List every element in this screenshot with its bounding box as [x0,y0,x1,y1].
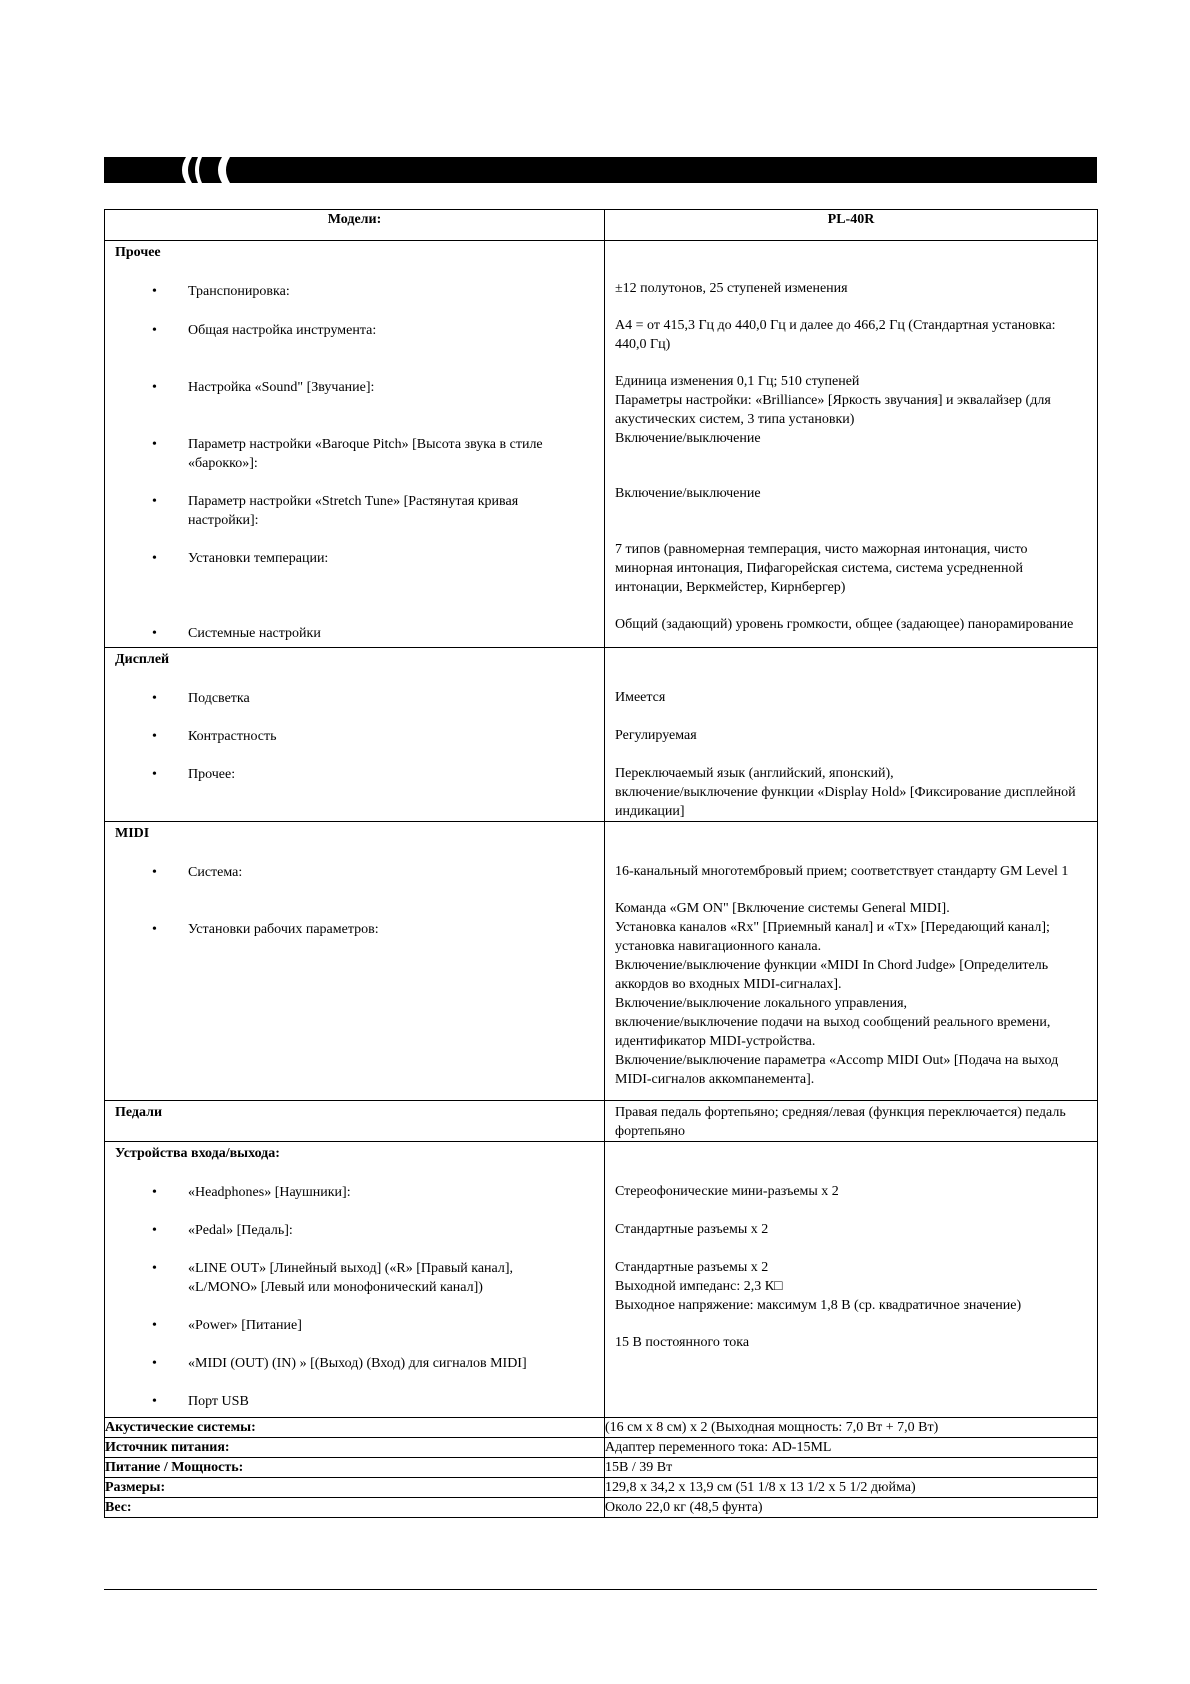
item-label: Общая настройка инструмента: [188,323,377,338]
list-item [105,1183,604,1202]
row-value: 129,8 х 34,2 х 13,9 см (51 1/8 х 13 1/2 х 5 1/2 дюйма) [605,1478,1098,1498]
table-header-row [105,210,1098,241]
section-io [105,1142,1098,1418]
item-label: «LINE OUT» [Линейный выход] («R» [Правый канал], «L/MONO» [Левый или монофонический канал]) [188,1261,514,1295]
row-label: Вес: [105,1498,605,1518]
list-item [105,1259,604,1297]
bullet: • [152,865,157,880]
row-value: Около 22,0 кг (48,5 фунта) [605,1498,1098,1518]
list-item [105,920,604,939]
item-label: Контрастность [188,729,277,744]
item-label: Параметр настройки «Baroque Pitch» [Высота звука в стиле «барокко»]: [188,437,543,471]
bullet: • [152,922,157,937]
list-item [105,378,604,397]
list-item [105,549,604,568]
bullet: • [152,1394,157,1409]
item-label: «MIDI (OUT) (IN) » [(Выход) (Вход) для сигналов MIDI] [188,1356,527,1371]
list-item [105,1316,604,1335]
item-label: Транспонировка: [188,284,290,299]
table-row [105,1458,1098,1478]
bullet: • [152,691,157,706]
item-value: Регулируемая [615,728,697,743]
item-label: Установки рабочих параметров: [188,922,379,937]
row-label: Питание / Мощность: [105,1458,605,1478]
list-item [105,435,604,473]
section-midi [105,822,1098,1101]
list-item [105,321,604,340]
item-value: Стереофонические мини-разъемы х 2 [615,1184,839,1199]
item-value: ±12 полутонов, 25 ступеней изменения [615,281,848,296]
pedals-value: Правая педаль фортепьяно; средняя/левая (функция переключается) педаль фортепьяно [615,1105,1066,1139]
bullet: • [152,1261,157,1276]
row-value: 15В / 39 Вт [605,1458,1098,1478]
item-value: 15 В постоянного тока [615,1335,750,1350]
item-label: Прочее: [188,767,236,782]
list-item [105,492,604,530]
item-value: Единица изменения 0,1 Гц; 510 ступеней Параметры настройки: «Brilliance» [Яркость звучания] и эквалайзер (для акустических систем, 3 типа установки) Включение/выключение [615,374,1051,446]
models-label: Модели: [105,210,605,241]
list-item [105,624,604,643]
bullet: • [152,437,157,452]
row-label: Размеры: [105,1478,605,1498]
item-value: Команда «GM ON" [Включение системы General MIDI]. Установка каналов «Rx" [Приемный канал] и «Tx» [Передающий канал]; установка навигационного канала. Включение/выключение функции «MIDI In Chord Judge» [Определитель аккордов во входных MIDI-сигналах]. Включение/выключение локального управления, включение/выключение подачи на выход сообщений реального времени, идентификатор MIDI-устройства. Включение/выключение параметра «Accomp MIDI Out» [Подача на выход MIDI-сигналов аккомпанемента]. [615,901,1059,1087]
table-row [105,1478,1098,1498]
item-label: «Power» [Питание] [188,1318,302,1333]
bullet: • [152,1318,157,1333]
section-pedals [105,1101,1098,1142]
table-row [105,1438,1098,1458]
bullet: • [152,284,157,299]
footer-divider [104,1589,1097,1590]
bullet: • [152,1223,157,1238]
list-item [105,1221,604,1240]
item-label: Установки темперации: [188,551,329,566]
bullet: • [152,1356,157,1371]
item-value: Стандартные разъемы х 2 Выходной импеданс: 2,3 К□ Выходное напряжение: максимум 1,8 В (ср. квадратичное значение) [615,1260,1022,1313]
item-label: Настройка «Sound" [Звучание]: [188,380,375,395]
list-item [105,282,604,301]
list-item [105,1354,604,1373]
section-title-midi: MIDI [115,826,150,841]
table-row [105,1418,1098,1438]
item-value: Включение/выключение [615,486,761,501]
list-item [105,689,604,708]
row-value: (16 см х 8 см) х 2 (Выходная мощность: 7,0 Вт + 7,0 Вт) [605,1418,1098,1438]
section-title-io: Устройства входа/выхода: [115,1146,280,1161]
table-row [105,1498,1098,1518]
bullet: • [152,380,157,395]
item-label: Параметр настройки «Stretch Tune» [Растянутая кривая настройки]: [188,494,519,528]
list-item [105,727,604,746]
row-label: Источник питания: [105,1438,605,1458]
list-item [105,863,604,882]
bullet: • [152,767,157,782]
bullet: • [152,626,157,641]
item-label: Система: [188,865,243,880]
bullet: • [152,729,157,744]
bullet: • [152,323,157,338]
item-label: Порт USB [188,1394,249,1409]
list-item [105,1392,604,1411]
section-title-other: Прочее [115,245,161,260]
item-value: Стандартные разъемы х 2 [615,1222,769,1237]
specifications-table [104,209,1098,1518]
list-item [105,765,604,784]
item-value: 16-канальный многотембровый прием; соответствует стандарту GM Level 1 [615,864,1069,879]
item-value: Имеется [615,690,666,705]
item-label: «Pedal» [Педаль]: [188,1223,293,1238]
item-value: 7 типов (равномерная темперация, чисто мажорная интонация, чисто минорная интонация, Пифагорейская система, система усредненной интонации, Веркмейстер, Кирнбергер) [615,542,1028,595]
model-value: PL-40R [605,210,1098,241]
item-label: Системные настройки [188,626,321,641]
section-title-display: Дисплей [115,652,170,667]
section-title-pedals: Педали [115,1105,163,1120]
header-decorative-bar [104,157,1097,183]
section-other [105,241,1098,648]
item-label: «Headphones» [Наушники]: [188,1185,351,1200]
item-value: Переключаемый язык (английский, японский), включение/выключение функции «Display Hold» [Фиксирование дисплейной индикации] [615,766,1076,819]
row-value: Адаптер переменного тока: AD-15ML [605,1438,1098,1458]
section-display [105,648,1098,822]
row-label: Акустические системы: [105,1418,605,1438]
bullet: • [152,551,157,566]
bullet: • [152,494,157,509]
item-value: Общий (задающий) уровень громкости, общее (задающее) панорамирование [615,617,1074,632]
bullet: • [152,1185,157,1200]
item-label: Подсветка [188,691,250,706]
item-value: А4 = от 415,3 Гц до 440,0 Гц и далее до 466,2 Гц (Стандартная установка: 440,0 Гц) [615,318,1056,352]
